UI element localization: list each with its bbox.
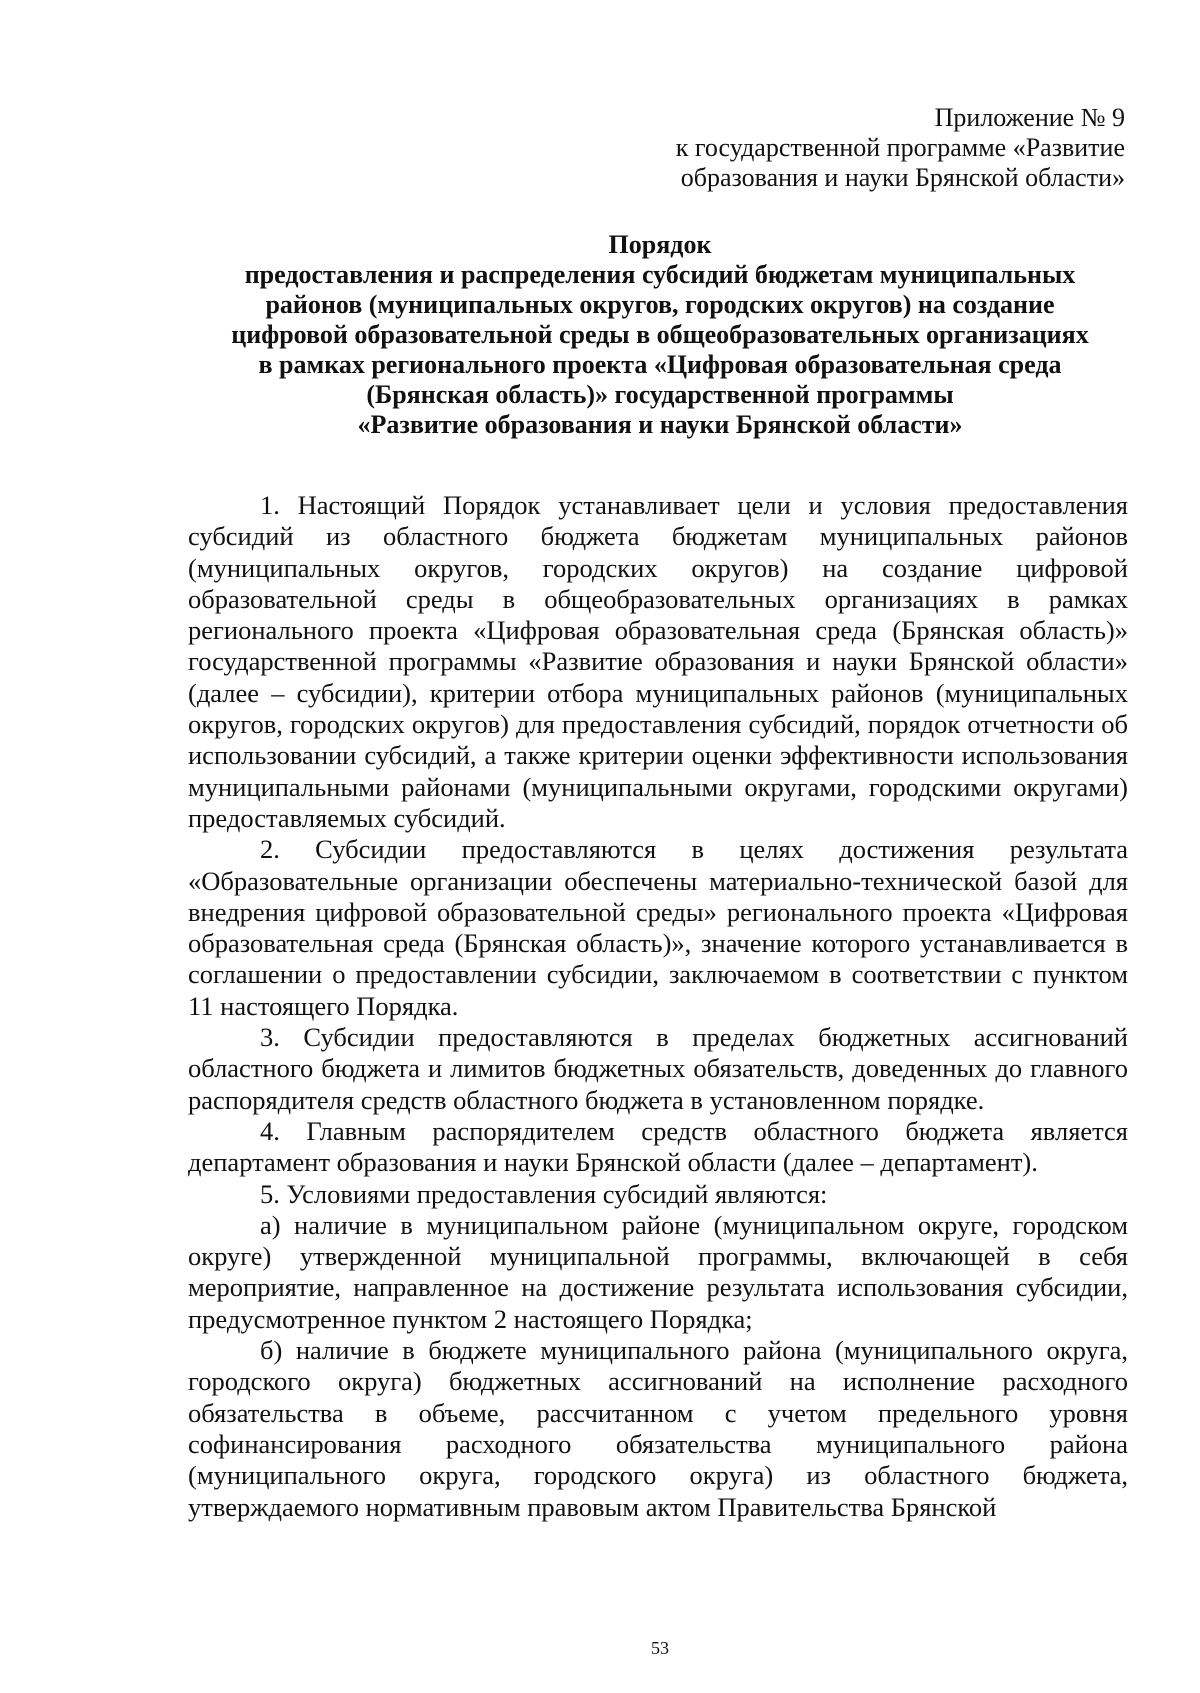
- document-body: [188, 490, 1128, 1523]
- title-line: в рамках регионального проекта «Цифровая образовательная среда: [258, 350, 1062, 379]
- paragraph-3: 3. Субсидии предоставляются в пределах бюджетных ассигнований областного бюджета и лимитов бюджетных обязательств, доведенных до главного распорядителя средств областного бюджета в установленном порядке.: [188, 1022, 1128, 1115]
- title-line: «Развитие образования и науки Брянской области»: [357, 410, 963, 439]
- paragraph-5b: б) наличие в бюджете муниципального района (муниципального округа, городского округа) бюджетных ассигнований на исполнение расходного обязательства в объеме, рассчитанном с учетом предельного уровня софинансирования расходного обязательства муниципального района (муниципального округа, городского округа) из областного бюджета, утверждаемого нормативным правовым актом Правительства Брянской: [188, 1335, 1128, 1522]
- paragraph-5a: а) наличие в муниципальном районе (муниципальном округе, городском округе) утвержденной муниципальной программы, включающей в себя мероприятие, направленное на достижение результата использования субсидии, предусмотренное пунктом 2 настоящего Порядка;: [188, 1209, 1128, 1334]
- title-line: предоставления и распределения субсидий бюджетам муниципальных: [244, 260, 1076, 289]
- paragraph-5: 5. Условиями предоставления субсидий являются:: [260, 1178, 828, 1209]
- paragraph-1: 1. Настоящий Порядок устанавливает цели и условия предоставления субсидий из областного бюджета бюджетам муниципальных районов (муниципальных округов, городских округов) на создание цифровой образовательной среды в общеобразовательных организациях в рамках регионального проекта «Цифровая образовательная среда (Брянская область)» государственной программы «Развитие образования и науки Брянской области» (далее – субсидии), критерии отбора муниципальных районов (муниципальных округов, городских округов) для предоставления субсидий, порядок отчетности об использовании субсидий, а также критерии оценки эффективности использования муниципальными районами (муниципальными округами, городскими округами) предоставляемых субсидий.: [188, 490, 1128, 833]
- document-title: [140, 230, 1180, 440]
- appendix-header: [620, 103, 1125, 193]
- paragraph-4: 4. Главным распорядителем средств областного бюджета является департамент образования и науки Брянской области (далее – департамент).: [188, 1115, 1128, 1178]
- page-number: 53: [651, 1638, 669, 1658]
- paragraph-2: 2. Субсидии предоставляются в целях достижения результата «Образовательные организации обеспечены материально-технической базой для внедрения цифровой образовательной среды» регионального проекта «Цифровая образовательная среда (Брянская область)», значение которого устанавливается в соглашении о предоставлении субсидии, заключаемом в соответствии с пунктом 11 настоящего Порядка.: [188, 834, 1128, 1021]
- title-line: районов (муниципальных округов, городских округов) на создание: [265, 290, 1055, 319]
- title-heading: Порядок: [608, 230, 712, 259]
- appendix-number: Приложение № 9: [934, 103, 1125, 132]
- title-line: (Брянская область)» государственной программы: [366, 380, 954, 409]
- appendix-program-line: к государственной программе «Развитие: [675, 133, 1125, 162]
- title-line: цифровой образовательной среды в общеобразовательных организациях: [231, 320, 1089, 349]
- appendix-program-name: образования и науки Брянской области»: [680, 163, 1125, 192]
